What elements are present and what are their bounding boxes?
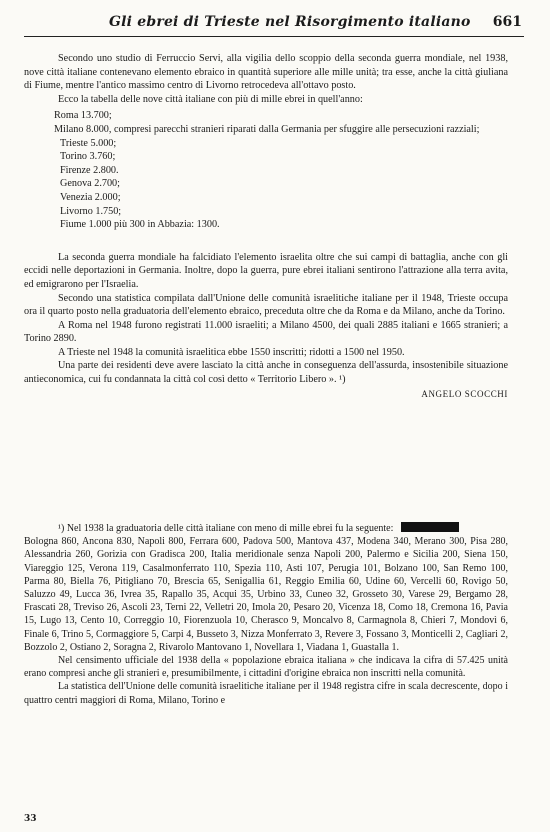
city-list — [24, 109, 508, 231]
signature-mark: 33 — [24, 814, 37, 824]
paragraph-trieste: A Trieste nel 1948 la comunità israelitica ebbe 1550 inscritti; ridotti a 1500 nel 1950. — [58, 346, 405, 358]
paragraph-war: La seconda guerra mondiale ha falcidiato l'elemento israelita oltre che sui campi di battaglia, anche con gli eccidi nelle deportazioni in Germania. Inoltre, dopo la guerra, pure ebrei italiani sentirono l'attrazione alla terra avita, ed emigrarono per l'Israelia. — [24, 251, 508, 290]
page-header — [24, 10, 524, 37]
redaction-block — [401, 522, 459, 532]
footnote-lead: ¹) Nel 1938 la graduatoria delle città italiane con meno di mille ebrei fu la seguente: — [24, 522, 508, 535]
footnote-census: Nel censimento ufficiale del 1938 della « popolazione ebraica italiana » che indicava la cifra di 57.425 unità erano compresi anche gli stranieri e, presumibilmente, i cittadini d'origine ebraica non inscritti nella comunità. — [24, 655, 508, 680]
list-item: Roma 13.700; — [54, 110, 112, 122]
list-item: Livorno 1.750; — [60, 205, 122, 217]
paragraph-intro: Secondo uno studio di Ferruccio Servi, alla vigilia dello scoppio della seconda guerra mondiale, nel 1938, nove città italiane contenevano elemento ebraico in quantità superiore alle mille unità; tra esse, anche la città giuliana di Fiume, mentre l'antico massimo centro di Livorno retrocedeva all'ottavo posto. — [24, 53, 508, 92]
paragraph-table-intro: Ecco la tabella delle nove città italiane con più di mille ebrei in quell'anno: — [58, 93, 363, 105]
author-signature: ANGELO SCOCCHI — [421, 388, 508, 399]
footnote — [24, 522, 508, 707]
list-item: Genova 2.700; — [60, 178, 120, 190]
running-title: Gli ebrei di Trieste nel Risorgimento italiano — [109, 14, 471, 30]
list-item: Torino 3.760; — [60, 151, 116, 163]
list-item: Milano 8.000, compresi parecchi stranieri riparati dalla Germania per sfuggire alle persecuzioni razziali; — [54, 123, 480, 135]
list-item: Venezia 2.000; — [60, 191, 121, 203]
list-item: Firenze 2.800. — [60, 164, 119, 176]
list-item: Trieste 5.000; — [60, 137, 117, 149]
footnote-city-list: Bologna 860, Ancona 830, Napoli 800, Ferrara 600, Padova 500, Mantova 437, Modena 340, Merano 300, Pisa 280, Alessandria 260, Gorizia con Gradisca 200, Italia meridionale senza Napoli 200, Palermo e Sicilia 200, Siena 150, Viareggio 125, Verona 119, Casalmonferrato 110, Spezia 110, Asti 107, Perugia 101, Bolzano 100, San Remo 100, Parma 80, Biella 76, Pitigliano 70, Brescia 65, Senigallia 61, Reggio Emilia 60, Udine 60, Vercelli 60, Rovigo 50, Saluzzo 49, Lucca 36, Ivrea 35, Rapallo 35, Acqui 35, Urbino 33, Cuneo 32, Grosseto 30, Varese 29, Bergamo 28, Frascati 28, Treviso 26, Ascoli 23, Terni 22, Velletri 20, Imola 20, Pesaro 20, Vicenza 18, Como 18, Cremona 16, Pavia 15, Lugo 13, Cento 10, Correggio 10, Fiorenzuola 10, Cherasco 9, Moncalvo 8, Carmagnola 8, Chieri 7, Mondovì 6, Finale 6, Trino 5, Cormaggiore 5, Carpi 4, Busseto 3, Nizza Monferrato 3, Revere 3, Fossano 3, Monticelli 2, Cagliari 2, Bozzolo 2, Ostiano 2, Soragna 2, Rivarolo Mantovano 1, Novellara 1, Viadana 1, Guastalla 1. — [24, 536, 508, 653]
main-text — [24, 52, 508, 401]
list-item: Fiume 1.000 più 300 in Abbazia: 1300. — [60, 219, 220, 231]
paragraph-statistics: Secondo una statistica compilata dall'Unione delle comunità israelitiche italiane per il 1948, Trieste occupa ora il quarto posto nella graduatoria dell'elemento ebraico, preceduta oltre che da Roma e da Milano, anche da Torino. — [24, 292, 508, 318]
footnote-union-statistics: La statistica dell'Unione delle comunità israelitiche italiane per il 1948 registra cifre in scala decrescente, dopo i quattro centri maggiori di Roma, Milano, Torino e — [24, 681, 508, 706]
paragraph-rome-milan: A Roma nel 1948 furono registrati 11.000 israeliti; a Milano 4500, dei quali 2885 italiani e 1665 stranieri; a Torino 2890. — [24, 319, 508, 345]
page-number: 661 — [492, 14, 522, 30]
paragraph-free-territory: Una parte dei residenti deve avere lasciato la città anche in conseguenza dell'assurda, insostenibile situazione antieconomica, cui fu condannata la città col così detto « Territorio Libero ». ¹) — [24, 360, 508, 386]
